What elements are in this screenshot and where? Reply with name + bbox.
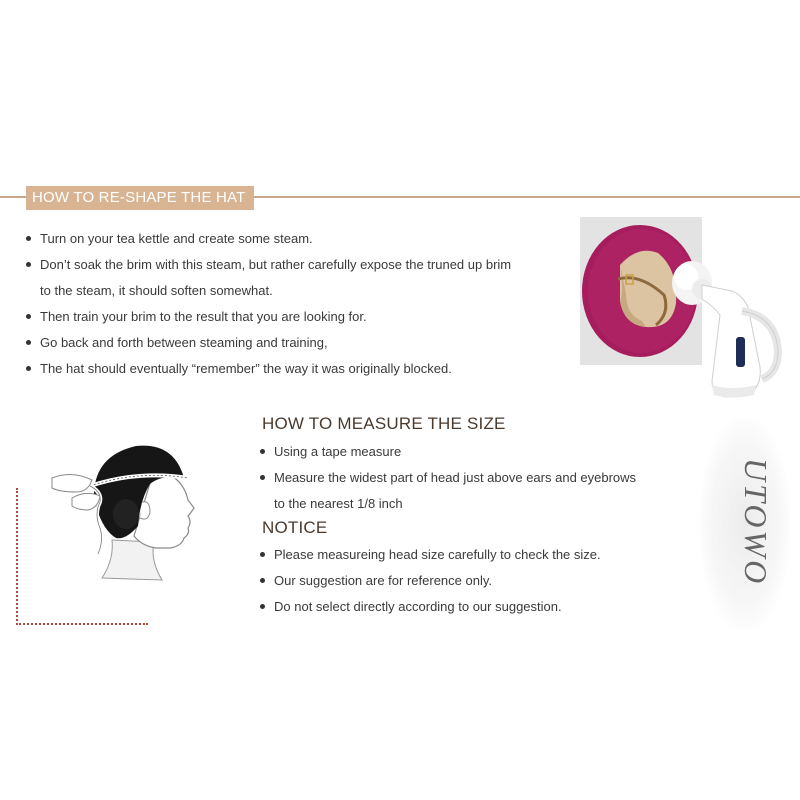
brand-logo: UTOWO <box>738 458 774 587</box>
notice-section-title: NOTICE <box>262 518 328 537</box>
list-item: Go back and forth between steaming and training, <box>26 330 566 356</box>
handheld-steamer-image <box>672 255 787 400</box>
notice-list <box>260 542 700 620</box>
head-measurement-illustration <box>42 430 212 590</box>
list-item: Then train your brim to the result that you are looking for. <box>26 304 566 330</box>
list-item: Using a tape measure <box>260 439 700 465</box>
list-item: Do not select directly according to our suggestion. <box>260 594 700 620</box>
list-item: Measure the widest part of head just above ears and eyebrows to the nearest 1/8 inch <box>260 465 700 517</box>
reshape-instructions-list <box>26 226 566 382</box>
list-item: The hat should eventually “remember” the way it was originally blocked. <box>26 356 566 382</box>
list-item: Our suggestion are for reference only. <box>260 568 700 594</box>
reshape-section-title: HOW TO RE-SHAPE THE HAT <box>26 186 254 210</box>
list-item: Don’t soak the brim with this steam, but rather carefully expose the truned up brim to the steam, it should soften somewhat. <box>26 252 566 304</box>
measure-instructions-list <box>260 439 700 517</box>
measure-section-title: HOW TO MEASURE THE SIZE <box>262 414 506 433</box>
list-item: Turn on your tea kettle and create some steam. <box>26 226 566 252</box>
list-item: Please measureing head size carefully to check the size. <box>260 542 700 568</box>
